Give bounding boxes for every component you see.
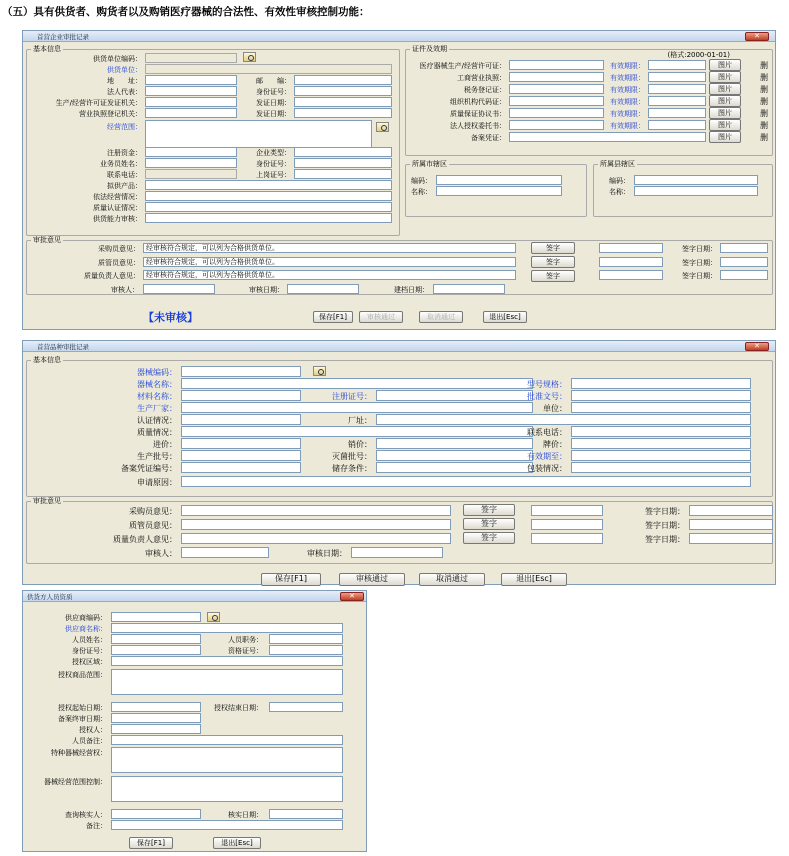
supplier-code-input[interactable] [111,612,201,622]
id-number-input[interactable] [111,645,201,655]
sign-date-input[interactable] [720,270,768,280]
label-supplier-name: 供应商名称： [65,625,107,633]
label-salesperson: 业务员姓名： [100,160,142,168]
label-capital: 注册资金： [107,149,142,157]
expiry-date-input[interactable] [571,450,751,461]
label-sterilization-batch: 灭菌批号： [332,452,372,461]
title-bar [23,341,775,352]
manufacturer-input[interactable] [181,402,533,413]
apply-reason-input[interactable] [181,476,751,487]
validity-1-input[interactable] [648,60,706,70]
post-cert-input[interactable] [294,169,392,179]
label-registration-authority: 营业执照登记机关： [79,110,142,118]
id-number-input[interactable] [294,86,392,96]
exit-button[interactable]: 退出[Esc] [501,573,567,586]
label-salesperson-id: 身份证号： [256,160,291,168]
label-cert-3: 税务登记证： [464,86,506,94]
sign-date-input[interactable] [720,243,768,253]
review-date-input[interactable] [287,284,359,294]
label-buyer-opinion: 采购员意见： [129,507,177,516]
label-supplier-code: 供应商编码： [65,614,107,622]
buyer-opinion-input[interactable]: 经审核符合规定，可以列为合格供货单位。 [143,243,516,253]
label-sign-date: 签字日期： [645,535,685,544]
label-special-device-right: 特种器械经营权： [51,749,107,757]
qualification-number-input[interactable] [269,645,343,655]
factory-address-input[interactable] [376,414,751,425]
unit-input[interactable] [571,402,751,413]
reviewer-input[interactable] [143,284,215,294]
label-validity: 有效期限： [610,122,645,130]
authorized-products-input[interactable] [111,669,343,695]
business-scope-input[interactable] [145,120,372,148]
window-title: 首营企业审批记录 [37,33,89,41]
salesperson-input[interactable] [145,158,237,168]
issue-date-input[interactable] [294,97,392,107]
label-unit: 单位： [543,404,567,413]
exit-button[interactable]: 退出[Esc] [483,311,527,323]
cancel-approval-button[interactable]: 取消通过 [419,573,485,586]
list-price-input[interactable] [571,438,751,449]
cert-5-input[interactable] [509,108,604,118]
signature-field[interactable] [599,257,663,267]
delete-button[interactable]: 删 [760,73,768,82]
label-remarks: 备注： [86,822,107,830]
lookup-icon[interactable] [243,52,256,62]
city-name-input[interactable] [436,186,562,196]
label-purchase-price: 进价： [153,440,177,449]
phone-input[interactable] [145,169,237,179]
signature-field[interactable] [599,270,663,280]
contact-phone-input[interactable] [571,426,751,437]
label-cert-7: 备案凭证： [471,134,506,142]
label-certification: 认证情况： [137,416,177,425]
label-supplier-name: 供货单位： [107,66,142,74]
cert-3-input[interactable] [509,84,604,94]
label-quality: 质量情况： [137,428,177,437]
county-code-input[interactable] [634,175,758,185]
certification-input[interactable] [181,414,301,425]
company-type-input[interactable] [294,147,392,157]
sale-price-input[interactable] [376,438,533,449]
picture-button[interactable]: 图片 [709,131,741,143]
label-model-spec: 型号规格： [527,380,567,389]
label-cert-5: 质量保证协议书： [450,110,506,118]
verify-date-input[interactable] [269,809,343,819]
label-contact-phone: 联系电话： [527,428,567,437]
save-button[interactable]: 保存[F1] [313,311,353,323]
label-staff-position: 人员职务： [228,636,263,644]
window-title: 供货方人员资质 [27,593,73,601]
label-county-code: 编码： [609,177,630,185]
label-storage: 储存条件： [332,464,372,473]
city-district-legend: 所属市辖区 [412,160,447,168]
delete-button[interactable]: 删 [760,121,768,130]
label-address: 地 址： [107,77,142,85]
products-input[interactable] [145,180,392,190]
city-code-input[interactable] [436,175,562,185]
label-material-name: 材料名称： [137,392,177,401]
label-qm-opinion: 质量负责人意见： [84,272,140,280]
sterilization-batch-input[interactable] [376,450,533,461]
sign-button[interactable]: 签字 [463,518,515,530]
title-bar [23,591,366,602]
save-button[interactable]: 保存[F1] [129,837,173,849]
label-supplier-code: 供货单位编码： [93,55,142,63]
approve-button[interactable]: 审核通过 [339,573,405,586]
label-apply-reason: 申请原因： [137,478,177,487]
cert-1-input[interactable] [509,60,604,70]
zipcode-input[interactable] [294,75,392,85]
label-products: 拟供产品： [107,182,142,190]
label-approval-number: 批准文号： [527,392,567,401]
label-company-type: 企业类型： [256,149,291,157]
close-icon[interactable]: ✕ [340,592,364,601]
label-issue-date: 发证日期： [256,99,291,107]
approval-number-input[interactable] [571,390,751,401]
address-input[interactable] [145,75,237,85]
label-verify-date: 核实日期： [228,811,263,819]
county-name-input[interactable] [634,186,758,196]
basic-info-legend: 基本信息 [33,45,61,53]
label-issue-date-2: 发证日期： [256,110,291,118]
quality-cert-input[interactable] [145,202,392,212]
label-legal-operation: 依法经营情况： [93,193,142,201]
issue-date-2-input[interactable] [294,108,392,118]
remarks-input[interactable] [111,820,343,830]
label-expiry-date: 有效期至： [527,452,567,461]
legal-rep-input[interactable] [145,86,237,96]
storage-input[interactable] [376,462,533,473]
label-validity: 有效期限： [610,74,645,82]
status-badge: 【未审核】 [143,311,198,324]
special-device-right-input[interactable] [111,747,343,773]
supply-capacity-input[interactable] [145,213,392,223]
filing-number-input[interactable] [181,462,301,473]
label-city-name: 名称： [411,188,432,196]
label-cert-1: 医疗器械生产/经营许可证： [419,62,506,70]
review-date-input[interactable] [351,547,443,558]
label-validity: 有效期限： [610,86,645,94]
lookup-icon[interactable] [376,122,389,132]
signature-field[interactable] [531,533,603,544]
staff-name-input[interactable] [111,634,201,644]
sign-button[interactable]: 签字 [463,532,515,544]
verifier-input[interactable] [111,809,201,819]
label-manufacturer: 生产厂家： [137,404,177,413]
batch-number-input[interactable] [181,450,301,461]
signature-field[interactable] [531,505,603,516]
label-buyer-opinion: 采购员意见： [98,245,140,253]
label-qc-opinion: 质管员意见： [129,521,177,530]
label-business-scope: 经营范围： [107,123,142,131]
cert-6-input[interactable] [509,120,604,130]
auth-end-date-input[interactable] [269,702,343,712]
label-device-code: 器械编码： [137,368,177,377]
supplier-staff-window [22,590,367,852]
authorized-region-input[interactable] [111,656,343,666]
salesperson-id-input[interactable] [294,158,392,168]
label-phone: 联系电话： [107,171,142,179]
label-city-code: 编码： [411,177,432,185]
staff-position-input[interactable] [269,634,343,644]
label-batch-number: 生产批号： [137,452,177,461]
sign-button[interactable]: 签字 [531,256,575,268]
date-format-hint: (格式:2000-01-01) [667,51,730,59]
cert-7-input[interactable] [509,132,706,142]
picture-button[interactable]: 图片 [709,95,741,107]
sign-date-input[interactable] [689,505,773,516]
capital-input[interactable] [145,147,237,157]
qm-opinion-input[interactable] [181,533,451,544]
qc-opinion-input[interactable] [181,519,451,530]
model-spec-input[interactable] [571,378,751,389]
auth-start-date-input[interactable] [111,702,201,712]
supplier-code-input[interactable] [145,53,237,63]
sign-button[interactable]: 签字 [463,504,515,516]
delete-button[interactable]: 删 [760,133,768,142]
label-staff-name: 人员姓名： [72,636,107,644]
close-icon[interactable]: ✕ [745,342,769,351]
quality-input[interactable] [181,426,533,437]
label-qm-opinion: 质量负责人意见： [113,535,177,544]
label-cert-4: 组织机构代码证： [450,98,506,106]
sign-date-input[interactable] [689,533,773,544]
supplier-approval-window [22,30,776,330]
signature-field[interactable] [599,243,663,253]
sign-button[interactable]: 签字 [531,270,575,282]
legal-operation-input[interactable] [145,191,392,201]
lookup-icon[interactable] [313,366,326,376]
close-icon[interactable]: ✕ [745,32,769,41]
purchase-price-input[interactable] [181,438,301,449]
cancel-approval-button[interactable]: 取消通过 [419,311,463,323]
label-list-price: 牌价： [543,440,567,449]
validity-6-input[interactable] [648,120,706,130]
label-auth-start-date: 授权起始日期： [58,704,107,712]
label-legal-rep: 法人代表： [107,88,142,96]
label-packaging: 包装情况： [527,464,567,473]
label-authorized-region: 授权区域： [72,658,107,666]
county-district-legend: 所属县辖区 [600,160,635,168]
buyer-opinion-input[interactable] [181,505,451,516]
material-name-input[interactable] [181,390,301,401]
cert-2-input[interactable] [509,72,604,82]
delete-button[interactable]: 删 [760,61,768,70]
label-cert-2: 工商营业执照： [457,74,506,82]
registration-authority-input[interactable] [145,108,237,118]
label-sign-date: 签字日期： [645,507,685,516]
save-button[interactable]: 保存[F1] [261,573,321,586]
basic-info-legend: 基本信息 [33,356,61,364]
validity-5-input[interactable] [648,108,706,118]
lookup-icon[interactable] [207,612,220,622]
review-legend: 审批意见 [33,497,61,505]
label-reviewer: 审核人： [145,549,177,558]
validity-4-input[interactable] [648,96,706,106]
label-validity: 有效期限： [610,98,645,106]
filing-final-date-input[interactable] [111,713,201,723]
delete-button[interactable]: 删 [760,97,768,106]
label-quality-cert: 质量认证情况： [93,204,142,212]
label-qualification-number: 资格证号： [228,647,263,655]
picture-button[interactable]: 图片 [709,83,741,95]
label-qc-opinion: 质管员意见： [98,259,140,267]
packaging-input[interactable] [571,462,751,473]
label-cert-6: 法人授权委托书： [450,122,506,130]
exit-button[interactable]: 退出[Esc] [213,837,261,849]
label-authorized-products: 授权商品范围： [58,671,107,679]
label-validity: 有效期限： [610,62,645,70]
review-legend: 审批意见 [33,236,61,244]
validity-3-input[interactable] [648,84,706,94]
device-code-input[interactable] [181,366,301,377]
picture-button[interactable]: 图片 [709,59,741,71]
label-validity: 有效期限： [610,110,645,118]
reviewer-input[interactable] [181,547,269,558]
window-title: 首营品种审批记录 [37,343,89,351]
registration-number-input[interactable] [376,390,533,401]
qm-opinion-input[interactable]: 经审核符合规定，可以列为合格供货单位。 [143,270,516,280]
page-heading: （五）具有供货者、购货者以及购销医疗器械的合法性、有效性审核控制功能： [2,6,370,18]
authorizer-input[interactable] [111,724,201,734]
label-post-cert: 上岗证号： [256,171,291,179]
label-id-number: 身份证号： [256,88,291,96]
archive-date-input[interactable] [433,284,505,294]
device-name-input[interactable] [181,378,533,389]
label-device-name: 器械名称： [137,380,177,389]
cert-legend: 证件及效期 [412,45,447,53]
supplier-name-input[interactable] [111,623,343,633]
picture-button[interactable]: 图片 [709,107,741,119]
label-verifier: 查询核实人： [65,811,107,819]
label-sign-date: 签字日期： [682,272,717,280]
label-zipcode: 邮 编： [256,77,291,85]
label-authorizer: 授权人： [79,726,107,734]
sign-date-input[interactable] [720,257,768,267]
delete-button[interactable]: 删 [760,109,768,118]
label-county-name: 名称： [609,188,630,196]
picture-button[interactable]: 图片 [709,119,741,131]
label-id-number: 身份证号： [72,647,107,655]
label-review-date: 审核日期： [249,286,284,294]
label-sign-date: 签字日期： [682,259,717,267]
label-sign-date: 签字日期： [682,245,717,253]
approve-button[interactable]: 审核通过 [359,311,403,323]
picture-button[interactable]: 图片 [709,71,741,83]
label-auth-end-date: 授权结束日期： [214,704,263,712]
scope-control-input[interactable] [111,776,343,802]
label-license-authority: 生产/经营许可证发证机关： [55,99,142,107]
signature-field[interactable] [531,519,603,530]
label-sale-price: 销价： [348,440,372,449]
license-authority-input[interactable] [145,97,237,107]
label-filing-number: 备案凭证编号： [121,464,177,473]
label-filing-final-date: 备案终审日期： [58,715,107,723]
qc-opinion-input[interactable]: 经审核符合规定，可以列为合格供货单位。 [143,257,516,267]
staff-remarks-input[interactable] [111,735,343,745]
supplier-name-input[interactable] [145,64,392,74]
title-bar [23,31,775,42]
delete-button[interactable]: 删 [760,85,768,94]
product-approval-window [22,340,776,585]
label-staff-remarks: 人员备注： [72,737,107,745]
label-sign-date: 签字日期： [645,521,685,530]
label-reviewer: 审核人： [111,286,139,294]
label-factory-address: 厂址： [348,416,372,425]
label-registration-number: 注册证号： [332,392,372,401]
sign-button[interactable]: 签字 [531,242,575,254]
sign-date-input[interactable] [689,519,773,530]
label-archive-date: 建档日期： [394,286,429,294]
label-review-date: 审核日期： [307,549,347,558]
cert-4-input[interactable] [509,96,604,106]
label-supply-capacity: 供货能力审核： [93,215,142,223]
validity-2-input[interactable] [648,72,706,82]
label-scope-control: 器械经营范围控制： [44,778,107,786]
